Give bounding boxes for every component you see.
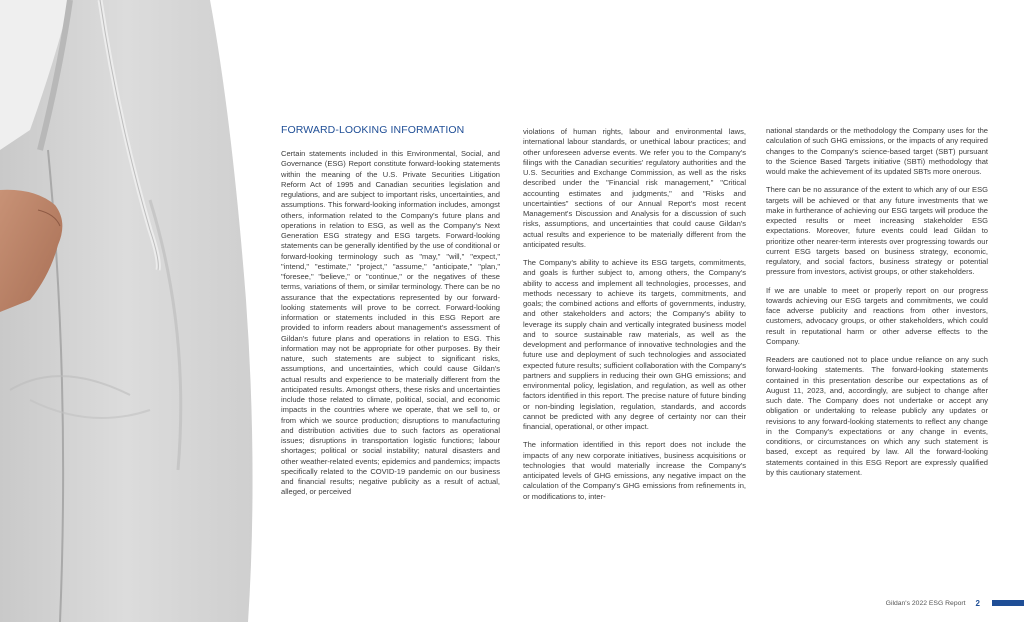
paragraph: Readers are cautioned not to place undue reliance on any such forward-looking statements. The forward-looking statements contained in this presentation describe our expectations as of August 11, 2023, and, accordingly, are subject to change after such date. The Company does not undertake or accept any obligation or undertaking to release publicly any updates or revisions to any forward-looking statements to reflect any change in the Company's expectations or any change in events, conditions, or circumstances on which any such statement is based, except as required by law. All the forward-looking statements contained in this ESG Report are expressly qualified by this cautionary statement. <box>766 355 988 477</box>
paragraph: If we are unable to meet or properly report on our progress towards achieving our ESG targets and commitments, we could face adverse publicity and reactions from other investors, customers, advocacy groups, or other stakeholders, which could result in reputational harm or other adverse effects to the Company. <box>766 285 988 346</box>
column-right <box>766 126 988 486</box>
paragraph: The information identified in this report does not include the impacts of any new corporate initiatives, business acquisitions or technologies that would materially increase the Company's anticipated levels of GHG emissions, any negative impact on the calculation of the Company's GHG emissions from refinements in, or modifications to, inter- <box>523 440 746 501</box>
paragraph: national standards or the methodology the Company uses for the calculation of such GHG emissions, or the impacts of any required changes to the Company's science-based target (SBT) pursuant to the Science Based Targets initiative (SBTi) methodology that would make the achievement of its updated SBTs more onerous. <box>766 126 988 176</box>
page-footer <box>886 598 1024 608</box>
footer-accent-bar <box>992 600 1024 606</box>
paragraph: There can be no assurance of the extent to which any of our ESG targets will be achieved or that any future investments that we make in furtherance of achieving our ESG targets will produce the expected results or meet increasing stakeholder ESG expectations. Moreover, future events could lead Gildan to prioritize other nearer-term interests over progressing towards our current ESG targets based on business strategy, economic, regulatory, and social factors, business strategy or potential pressure from investors, activist groups, or other stakeholders. <box>766 185 988 277</box>
report-name: Gildan's 2022 ESG Report <box>885 599 966 607</box>
column-middle <box>523 127 746 510</box>
page-number: 2 <box>975 598 980 608</box>
paragraph: Certain statements included in this Environmental, Social, and Governance (ESG) Report constitute forward-looking statements within the meaning of the U.S. Private Securities Litigation Reform Act of 1995 and Canadian securities legislation and regulations, and are subject to important risks, uncertainties, and assumptions. This forward-looking information includes, amongst others, information related to the Company's future plans and operations in relation to ESG, as well as the Company's Next Generation ESG strategy and ESG targets. Forward-looking statements can be generally identified by the use of conditional or forward-looking terminology such as "may," "will," "expect," "intend," "estimate," "project," "assume," "anticipate," "plan," "foresee," "believe," or "continue," or the negatives of these terms, variations of them, or similar terminology. There can be no assurance that the expectations represented by our forward-looking statements will prove to be correct. Forward-looking information or statements included in this ESG Report are provided to inform readers about management's assessment of Gildan's future plans and operations in relation to ESG. This information may not be appropriate for other purposes. By their nature, such statements are subject to significant risks, assumptions, and uncertainties, which could cause Gildan's actual results and experience to be materially different from the anticipated results. Amongst others, these risks and uncertainties include those related to climate, political, social, and economic impacts in the countries where we operate, that we sell to, or from which we source production; disruptions to manufacturing and distribution activities due to such factors as operational issues; disruptions in transportation logistic functions; labour shortages; political or social instability; natural disasters and other weather-related events; epidemics and pandemics; impacts specifically related to the COVID-19 pandemic on our business and financial results; negative publicity as a result of actual, alleged, or perceived <box>281 149 500 497</box>
paragraph: The Company's ability to achieve its ESG targets, commitments, and goals is further subject to, among others, the Company's ability to access and implement all technologies, processes, and methods necessary to achieve its targets, commitments, and goals; the combined actions and efforts of governments, industry, and other stakeholders and actors; the Company's ability to leverage its supply chain and vertically integrated business model and to source sustainable raw materials, as well as the development and performance of innovative technologies and the future use and deployment of such technologies and associated expected future results; sufficient collaboration with the Company's partners and suppliers in reducing their own GHG emissions; and environmental policy, legislation, and regulation, as well as other factors identified in this report. The precise nature of future binding or non-binding legislation, regulation, standards, and accords cannot be predicted with any degree of certainty nor can their financial, operational, or other impact. <box>523 258 746 431</box>
column-left <box>281 124 500 506</box>
paragraph: violations of human rights, labour and environmental laws, international labour standards, or unethical labour practices; and other unforeseen adverse events. We refer you to the Company's filings with the Canadian securities' regulatory authorities and the U.S. Securities and Exchange Commission, as well as the risks described under the "Financial risk management," "Critical accounting estimates and judgments," and "Risks and uncertainties" sections of our Annual Report's most recent Management's Discussion and Analysis for a discussion of such risks, assumptions, and uncertainties that could cause Gildan's actual results and experience to be materially different from the anticipated results. <box>523 127 746 249</box>
hoodie-photo <box>0 0 265 622</box>
section-heading: FORWARD-LOOKING INFORMATION <box>281 124 465 136</box>
